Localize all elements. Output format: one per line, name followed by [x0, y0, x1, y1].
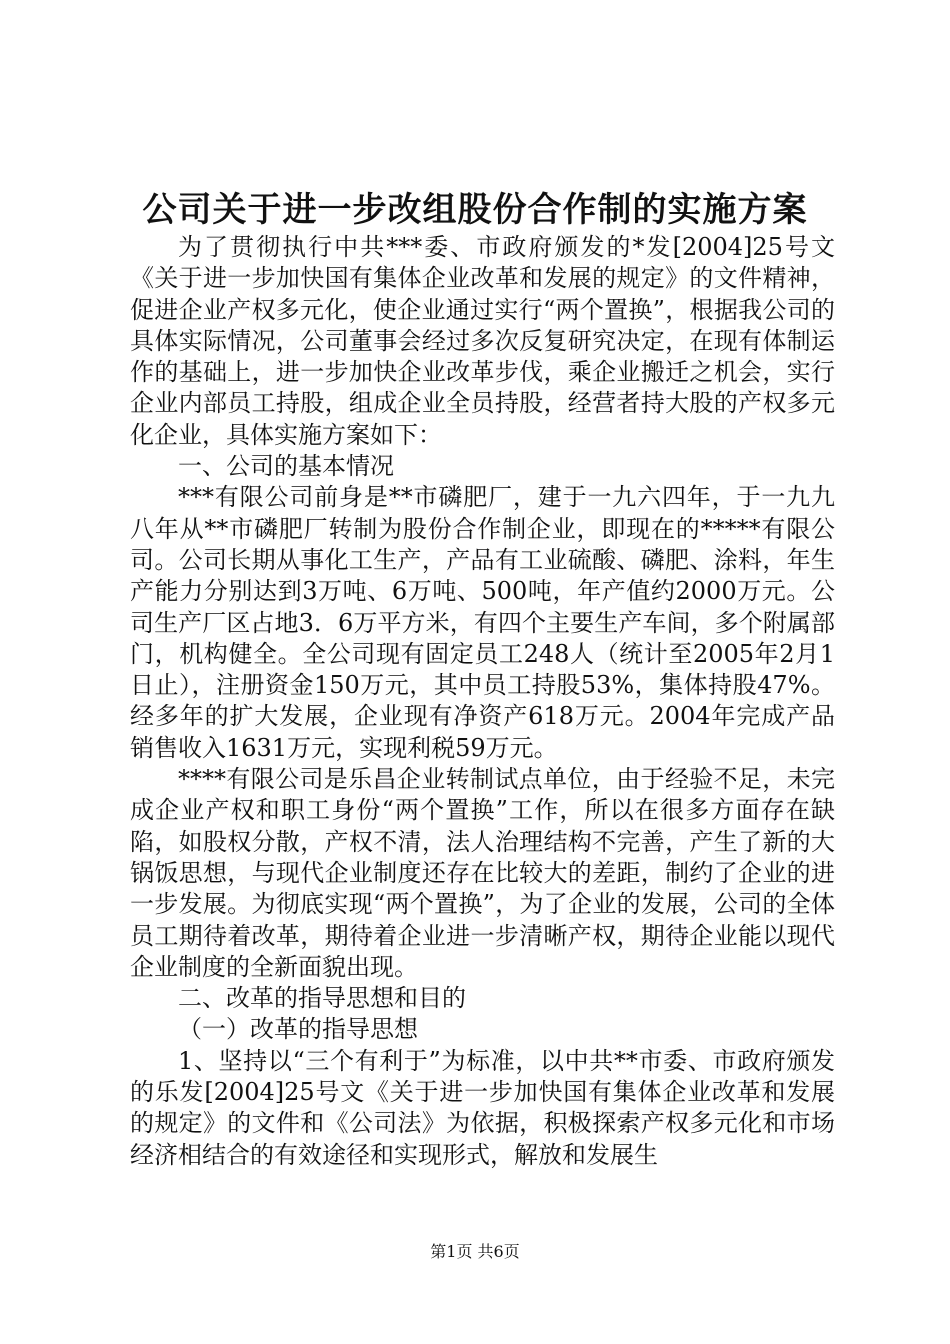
- intro-paragraph: 为了贯彻执行中共***委、市政府颁发的*发[2004]25号文《关于进一步加快国有集体企业改革和发展的规定》的文件精神，促进企业产权多元化，使企业通过实行“两个置换”，根据我公司的具体实际情况，公司董事会经过多次反复研究决定，在现有体制运作的基础上，进一步加快企业改革步伐，乘企业搬迁之机会，实行企业内部员工持股，组成企业全员持股，经营者持大股的产权多元化企业，具体实施方案如下：: [130, 233, 835, 449]
- company-overview-paragraph: ***有限公司前身是**市磷肥厂，建于一九六四年，于一九九八年从**市磷肥厂转制为股份合作制企业，即现在的*****有限公司。公司长期从事化工生产，产品有工业硫酸、磷肥、涂料，年生产能力分别达到3万吨、6万吨、500吨，年产值约2000万元。公司生产厂区占地3．6万平方米，有四个主要生产车间，多个附属部门，机构健全。全公司现有固定员工248人（统计至2005年2月1日止），注册资金150万元，其中员工持股53%，集体持股47%。经多年的扩大发展，企业现有净资产618万元。2004年完成产品销售收入1631万元，实现利税59万元。: [130, 483, 835, 762]
- section-heading-basic-info: 一、公司的基本情况: [178, 452, 394, 481]
- page-number-footer: 第1页 共6页: [430, 1242, 520, 1261]
- guiding-point-1-paragraph: 1、坚持以“三个有利于”为标准，以中共**市委、市政府颁发的乐发[2004]25号文《关于进一步加快国有集体企业改革和发展的规定》的文件和《公司法》为依据，积极探索产权多元化和市场经济相结合的有效途径和实现形式，解放和发展生: [130, 1046, 835, 1169]
- subsection-heading-guiding-thought: （一）改革的指导思想: [178, 1015, 418, 1044]
- document-title: 公司关于进一步改组股份合作制的实施方案: [142, 190, 808, 230]
- document-body: [130, 232, 835, 1171]
- company-issues-paragraph: ****有限公司是乐昌企业转制试点单位，由于经验不足，未完成企业产权和职工身份“两个置换”工作，所以在很多方面存在缺陷，如股权分散，产权不清，法人治理结构不完善，产生了新的大锅饭思想，与现代企业制度还存在比较大的差距，制约了企业的进一步发展。为彻底实现“两个置换”，为了企业的发展，公司的全体员工期待着改革，期待着企业进一步清晰产权，期待企业能以现代企业制度的全新面貌出现。: [130, 765, 835, 981]
- section-heading-guiding-principles: 二、改革的指导思想和目的: [178, 984, 466, 1013]
